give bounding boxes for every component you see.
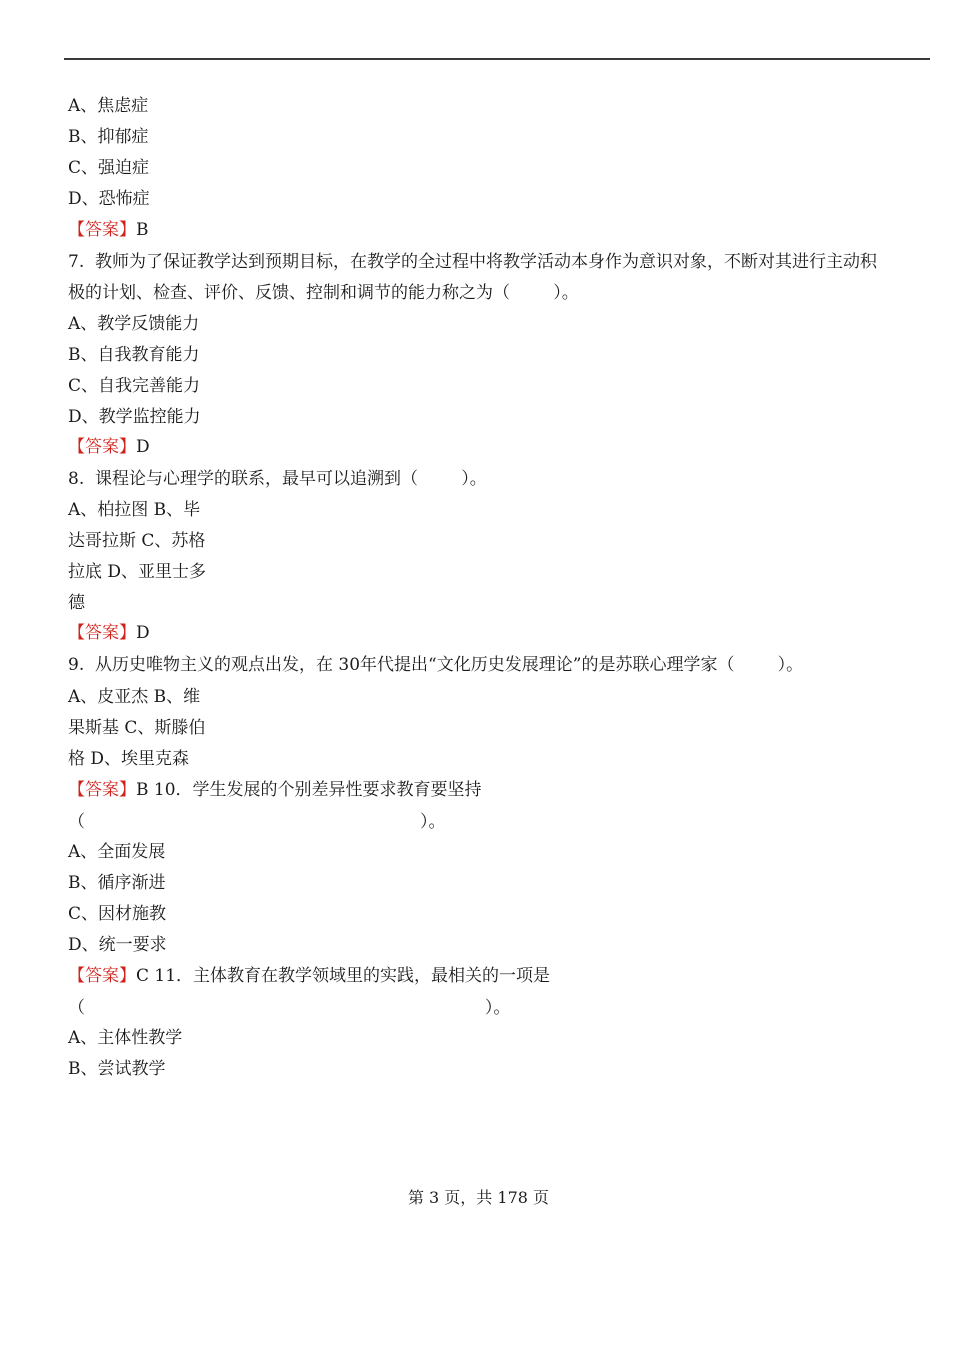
q10-option-c: C、因材施教 [68,904,167,924]
q6-answer [68,219,149,241]
answer-tag: 【答案】 [68,623,136,643]
q7-option-b: B、自我教育能力 [68,345,200,365]
q7-option-a: A、教学反馈能力 [68,314,200,334]
q9-options-line3: 格 D、埃里克森 [68,749,190,769]
answer-value: D [136,437,150,457]
header-rule [64,58,930,60]
q10-option-b: B、循序渐进 [68,873,166,893]
q8-stem: 8. 课程论与心理学的联系，最早可以追溯到（ ）。 [68,469,487,489]
page-number: 第 3 页，共 178 页 [407,1188,550,1207]
q8-options-line3: 拉底 D、亚里士多 [68,562,207,582]
q10-option-a: A、全面发展 [68,842,166,862]
q7-option-d: D、教学监控能力 [68,407,201,427]
q6-option-c: C、强迫症 [68,158,150,178]
q7-option-c: C、自我完善能力 [68,376,201,396]
q6-option-a: A、焦虑症 [68,96,149,116]
q6-option-b: B、抑郁症 [68,127,149,147]
answer-and-question: B 10．学生发展的个别差异性要求教育要坚持 [136,780,482,800]
q9-stem: 9. 从历史唯物主义的观点出发，在 30年代提出“文化历史发展理论”的是苏联心理学家（ ）。 [68,655,804,675]
q7-answer [68,436,150,458]
q11-paren: （ ）。 [68,998,511,1018]
answer-and-question: C 11．主体教育在教学领域里的实践，最相关的一项是 [136,966,551,986]
q9-options-line2: 果斯基 C、斯滕伯 [68,718,206,738]
answer-tag: 【答案】 [68,966,136,986]
q6-option-d: D、恐怖症 [68,189,150,209]
q11-option-b: B、尝试教学 [68,1059,166,1079]
answer-value: B [136,220,149,240]
q8-options-line2: 达哥拉斯 C、苏格 [68,531,206,551]
q8-answer [68,622,150,644]
q7-stem-line2: 极的计划、检查、评价、反馈、控制和调节的能力称之为（ ）。 [68,283,579,303]
q8-options-line1: A、柏拉图 B、毕 [68,500,201,520]
answer-tag: 【答案】 [68,780,136,800]
answer-tag: 【答案】 [68,220,136,240]
answer-value: D [136,623,150,643]
q10-option-d: D、统一要求 [68,935,167,955]
q11-option-a: A、主体性教学 [68,1028,183,1048]
q9-answer-q10-stem [68,779,482,801]
q9-options-line1: A、皮亚杰 B、维 [68,687,201,707]
q8-options-line4: 德 [68,593,85,613]
q10-answer-q11-stem [68,965,550,987]
q10-paren: （ ）。 [68,812,446,832]
answer-tag: 【答案】 [68,437,136,457]
q7-stem-line1: 7. 教师为了保证教学达到预期目标，在教学的全过程中将教学活动本身作为意识对象，不断对其进行主动积 [68,252,878,272]
